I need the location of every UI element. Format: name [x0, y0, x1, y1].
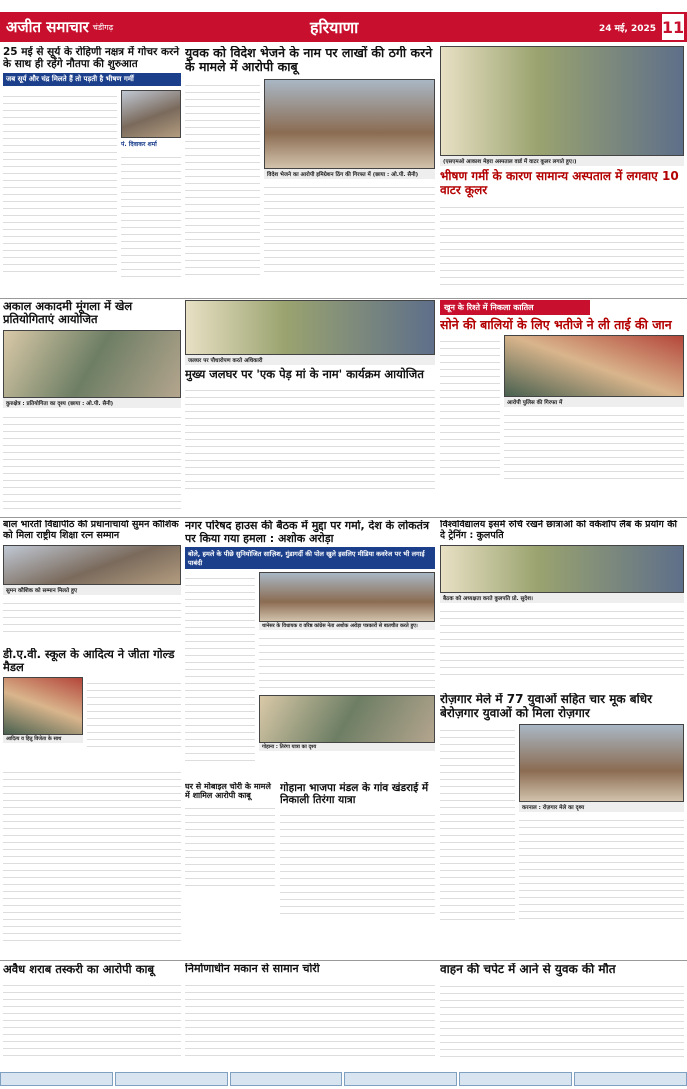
body-nagar: [185, 572, 255, 767]
body-theft: [185, 802, 275, 887]
story-rozgar: [440, 693, 684, 958]
headline-rohini: 25 मई से सूर्य के रोहिणी नक्षत्र में गोचर करने के साथ ही रहेंगे नौतपा की शुरुआत: [3, 46, 180, 71]
photo-suman: [3, 545, 181, 585]
divider: [0, 517, 687, 518]
ad-cell: [230, 1072, 343, 1086]
photo-gohana: [259, 695, 435, 743]
body-suman: [3, 597, 181, 637]
body-rozgar-2: [519, 814, 684, 919]
headline-vc: विश्वविद्यालय इसमें रुचि रखने छात्राओं को वर्कशॉप लैब के प्रयोग की दे ट्रेनिंग : कुलपति: [440, 520, 677, 541]
headline-suman: बाल भारती विद्यापीठ की प्रधानाचार्या सुमन कौशिक को मिला राष्ट्रीय शिक्षा रत्न सम्मान: [3, 520, 179, 541]
body-rozgar: [440, 724, 515, 924]
author-photo: [121, 90, 181, 138]
headline-theft: घर से मोबाइल चोरी के मामले में शामिल आरोपी काबू: [185, 782, 271, 801]
story-accident: [440, 963, 684, 1068]
ad-cell: [574, 1072, 687, 1086]
ad-cell: [344, 1072, 457, 1086]
body-dav-cont: [3, 766, 181, 946]
body-nephew-2: [504, 409, 684, 479]
headline-nephew: सोने की बालियों के लिए भतीजे ने ली ताई की जान: [440, 317, 672, 332]
band-nagar: बोले, हमले के पीछे सुनियोजित साज़िश, गुंडागर्दी की पोल खुले इसलिए मीडिया कवरेज पर भी लगाई पाबंदी: [185, 547, 435, 569]
story-akal: [3, 300, 181, 515]
caption-dav: आदित्य व हितु विजेता के साथ: [3, 735, 83, 743]
body-liquor: [3, 979, 181, 1059]
subhead-rohini: जब सूर्य और चंद्र मिलते हैं तो पड़ती है भीषण गर्मी: [3, 73, 181, 86]
body-rohini: [3, 90, 117, 275]
caption-akal: कुरुक्षेत्र : प्रतियोगिता का दृश्य (छाया : ओ.पी. सैनी): [3, 398, 181, 408]
story-gohana: [280, 782, 435, 937]
story-rohini: [3, 46, 181, 296]
photo-rozgar: [519, 724, 684, 802]
section-bar: [120, 12, 687, 42]
body-visa-fraud: [185, 79, 260, 279]
caption-rozgar: करनाल : रोज़गार मेले का दृश्य: [519, 802, 684, 812]
story-nirman: [185, 963, 435, 1068]
body-gohana: [280, 809, 435, 914]
story-dav: [3, 648, 181, 763]
headline-rozgar: रोज़गार मेले में 77 युवाओं सहित चार मूक बधिर बेरोज़गार युवाओं को मिला रोज़गार: [440, 693, 653, 720]
photo-visa-fraud: [264, 79, 435, 169]
story-theft: [185, 782, 275, 902]
body-nirman: [185, 979, 435, 1059]
ad-cell: [459, 1072, 572, 1086]
body-akal: [3, 411, 181, 515]
body-dav: [87, 677, 181, 747]
byline-rohini: पं. दिवाकर शर्मा: [121, 141, 157, 149]
story-nagar: [185, 520, 435, 780]
caption-cooler: (एसएमओ आकाश मेहरा अस्पताल वार्ड में वाटर कूलर लगाते हुए।): [440, 156, 684, 166]
body-nephew: [440, 335, 500, 480]
body-mukhya: [185, 384, 435, 494]
caption-nephew: आरोपी पुलिस की गिरफ्त में: [504, 397, 684, 407]
story-nephew: [440, 300, 684, 515]
headline-nirman: निर्माणाधीन मकान से सामान चोरी: [185, 963, 320, 975]
headline-gohana: गोहाना भाजपा मंडल के गांव खंडराई में निकाली तिरंगा यात्रा: [280, 782, 429, 807]
section-title: हरियाणा: [310, 18, 359, 37]
story-mukhya: [185, 300, 435, 515]
story-vc: [440, 520, 684, 690]
headline-visa-fraud: युवक को विदेश भेजने के नाम पर लाखों की ठगी करने के मामले में आरोपी काबू: [185, 46, 433, 75]
brand-name: अजीत समाचार: [6, 18, 89, 36]
print-slug: [0, 0, 687, 12]
caption-nagar-2: गोहाना : तिरंगा यात्रा का दृश्य: [259, 743, 435, 751]
story-cooler: [440, 46, 684, 296]
headline-akal: अकाल अकादमी मूंगला में खेल प्रतियोगिताएं आयोजित: [3, 300, 133, 327]
headline-mukhya: मुख्य जलघर पर 'एक पेड़ मां के नाम' कार्यक्रम आयोजित: [185, 367, 424, 381]
body-accident: [440, 980, 684, 1060]
caption-mukhya: जलघर पर पौधारोपण करते अधिकारी: [185, 355, 435, 365]
photo-nagar: [259, 572, 435, 622]
photo-dav: [3, 677, 83, 735]
story-suman: [3, 520, 181, 645]
ad-cell: [115, 1072, 228, 1086]
page-number: 11: [662, 14, 684, 40]
story-visa-fraud: [185, 46, 435, 296]
story-dav-cont: [3, 766, 181, 951]
headline-dav: डी.ए.वी. स्कूल के आदित्य ने जीता गोल्ड मैडल: [3, 648, 175, 675]
photo-vc: [440, 545, 684, 593]
brand-city: चंडीगढ़: [92, 22, 114, 32]
headline-liquor: अवैध शराब तस्करी का आरोपी काबू: [3, 963, 155, 976]
ad-cell: [0, 1072, 113, 1086]
band-nephew: खून के रिश्ते में निकला कातिल: [440, 300, 590, 315]
caption-nagar-1: थानेसर के विधायक व वरिष्ठ कांग्रेस नेता अशोक अरोड़ा पत्रकारों से बातचीत करते हुए।: [259, 622, 435, 630]
caption-suman: सुमन कौशिक को सम्मान मिलते हुए: [3, 585, 181, 595]
headline-nagar: नगर परिषद हाउस की बैठक में मुद्दा पर गर्मा, देश के लोकतंत्र पर किया गया हमला : अशोक अरोड़ा: [185, 520, 430, 545]
divider: [0, 960, 687, 961]
body-cooler: [440, 201, 684, 291]
body-rohini-col2: [121, 151, 181, 281]
photo-nephew: [504, 335, 684, 397]
story-liquor: [3, 963, 181, 1068]
photo-mukhya: [185, 300, 435, 355]
headline-cooler: भीषण गर्मी के कारण सामान्य अस्पताल में लगवाए 10 वाटर कूलर: [440, 169, 679, 197]
divider: [0, 298, 687, 299]
photo-akal: [3, 330, 181, 398]
photo-cooler: [440, 46, 684, 156]
body-visa-fraud-2: [264, 181, 435, 276]
footer-ad-strip: [0, 1072, 687, 1086]
body-vc: [440, 605, 684, 675]
headline-accident: वाहन की चपेट में आने से युवक की मौत: [440, 963, 616, 976]
caption-vc: बैठक को अध्यक्षता करते कुलपति प्रो. सुदेश।: [440, 593, 684, 603]
issue-date: 24 मई, 2025: [598, 23, 656, 34]
body-nagar-2: [259, 632, 435, 692]
masthead-brand: [0, 12, 120, 42]
masthead: [0, 12, 687, 42]
caption-visa-fraud: विदेश भेजने का आरोपी इमिग्रेशन ठिंग की गिरफ्त में (छाया : ओ.पी. सैनी): [264, 169, 435, 179]
